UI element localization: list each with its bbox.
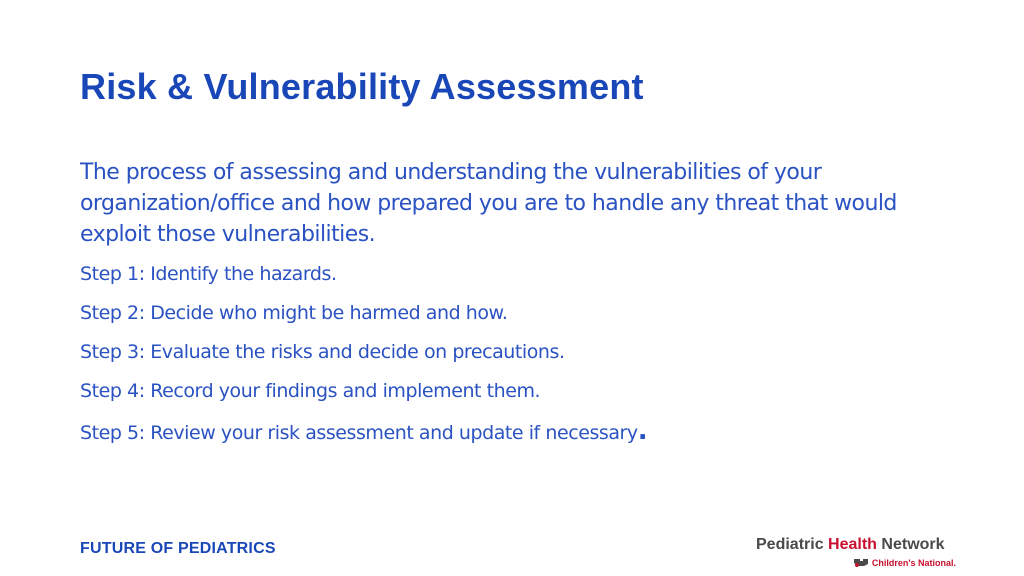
logo-word-pediatric: Pediatric <box>756 536 824 553</box>
pediatric-health-network-logo <box>756 536 966 570</box>
step-4: Step 4: Record your findings and implement them. <box>80 380 541 402</box>
step-2: Step 2: Decide who might be harmed and how. <box>80 302 508 324</box>
step-5-text: Step 5: Review your risk assessment and update if necessary <box>80 422 638 444</box>
childrens-national-icon <box>853 557 869 568</box>
slide-title: Risk & Vulnerability Assessment <box>80 66 644 107</box>
steps-list <box>80 258 647 453</box>
logo-wordmark <box>756 536 945 554</box>
footer-label: FUTURE OF PEDIATRICS <box>80 540 276 557</box>
logo-word-health: Health <box>828 536 877 553</box>
intro-paragraph: The process of assessing and understanding the vulnerabilities of your organization/office and how prepared you are to handle any threat that would exploit those vulnerabilities. <box>80 160 897 247</box>
step-3: Step 3: Evaluate the risks and decide on precautions. <box>80 341 565 363</box>
logo-subline <box>853 557 956 568</box>
step-1: Step 1: Identify the hazards. <box>80 263 337 285</box>
logo-childrens-national: Children's National. <box>871 557 956 568</box>
step-5-period: . <box>637 416 648 446</box>
logo-word-network: Network <box>881 536 945 553</box>
step-5 <box>80 414 647 453</box>
